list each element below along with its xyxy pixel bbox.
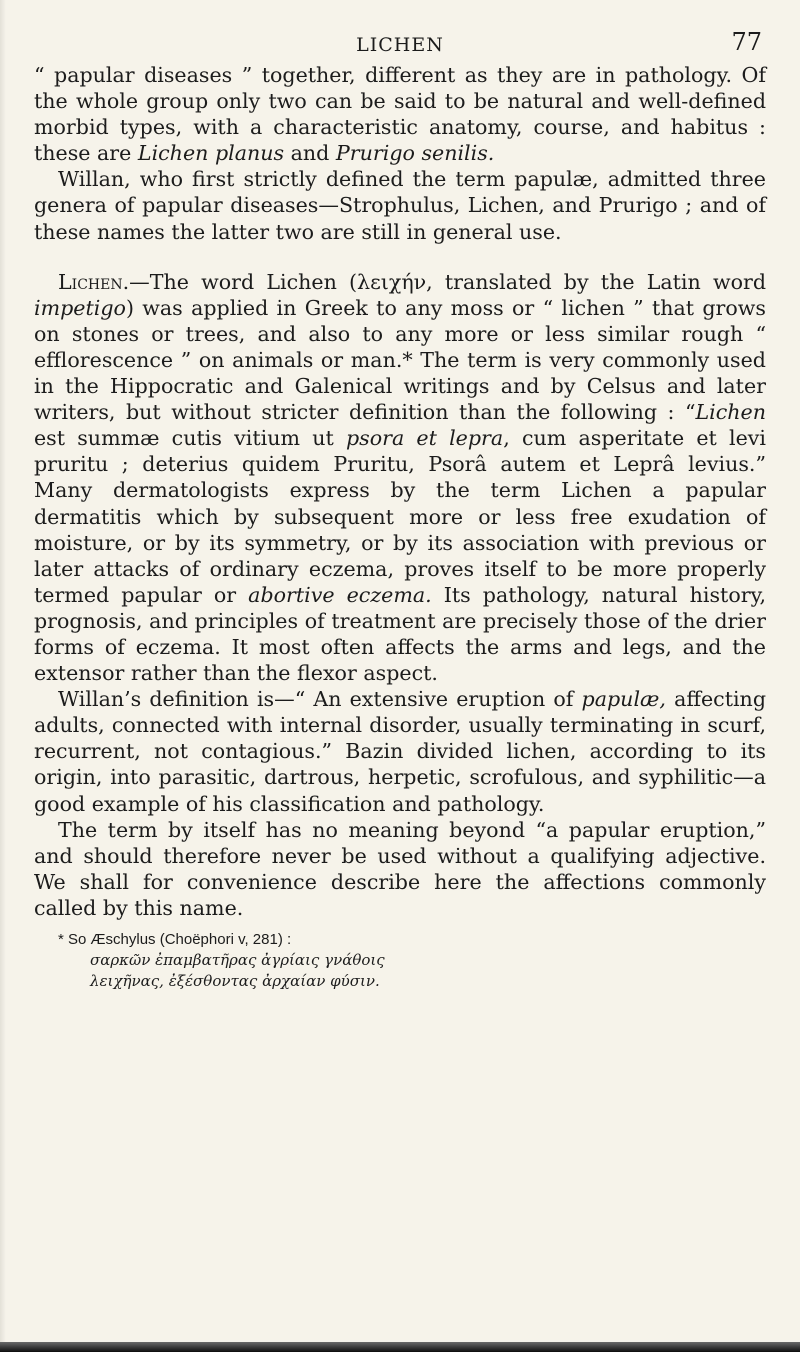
body-text xyxy=(34,62,766,992)
page-number: 77 xyxy=(731,28,762,56)
page-gutter-shadow xyxy=(0,0,6,1352)
paragraph-intro: “ papular diseases ” together, different as they are in pathology. Of the whole group only two can be said to be natural and well-defined morbid types, with a characteristic anatomy, course, and habitus : these are Lichen planus and Prurigo senilis. xyxy=(34,63,766,166)
page-bottom-edge xyxy=(0,1342,800,1352)
footnote: * So Æschylus (Choëphori v, 281) : xyxy=(58,931,292,948)
running-title: LICHEN xyxy=(356,34,444,56)
term-prurigo-senilis: Prurigo senilis. xyxy=(335,141,495,166)
term-lichen-planus: Lichen planus xyxy=(137,141,285,166)
footnote-greek-line-2: λειχῆνας, ἐξέσθοντας ἀρχαίαν φύσιν. xyxy=(90,972,380,990)
section-heading-lichen: Lichen. xyxy=(58,269,130,294)
footnote-greek-line-1: σαρκῶν ἐπαμβατῆρας ἀγρίαις γνάθοις xyxy=(90,951,385,969)
paragraph-term-meaning: The term by itself has no meaning beyond “a papular eruption,” and should therefore never be used without a qualifying adjective. We shall for convenience describe here the affections commonly called by this name. xyxy=(34,817,766,920)
paragraph-lichen: Lichen.—The word Lichen (λειχήν, translated by the Latin word impetigo) was applied in Greek to any moss or “ lichen ” that grows on stones or trees, and also to any more or less similar rough “ efflorescence ” on animals or man.* The term is very commonly used in the Hippocratic and Galenical writings and by Celsus and later writers, but without stricter definition than the following : “Lichen est summæ cutis vitium ut psora et lepra, cum asperitate et levi pruritu ; deterius quidem Pruritu, Psorâ autem et Leprâ levius.” Many dermatologists express by the term Lichen a papular dermatitis which by subsequent more or less free exudation of moisture, or by its symmetry, or by its association with previous or later attacks of ordinary eczema, proves itself to be more properly termed papular or abortive eczema. Its pathology, natural history, prognosis, and principles of treatment are precisely those of the drier forms of eczema. It most often affects the arms and legs, and the extensor rather than the flexor aspect. xyxy=(34,269,767,686)
running-head xyxy=(0,28,800,60)
paragraph-willan-definition: Willan’s definition is—“ An extensive eruption of papulæ, affecting adults, connected with internal disorder, usually terminating in scurf, recurrent, not contagious.” Bazin divided lichen, according to its origin, into parasitic, dartrous, herpetic, scrofulous, and syphilitic—a good example of his classification and pathology. xyxy=(34,687,767,816)
paragraph-willan: Willan, who first strictly defined the term papulæ, admitted three genera of papular diseases—Strophulus, Lichen, and Prurigo ; and of these names the latter two are still in general use. xyxy=(34,167,766,244)
